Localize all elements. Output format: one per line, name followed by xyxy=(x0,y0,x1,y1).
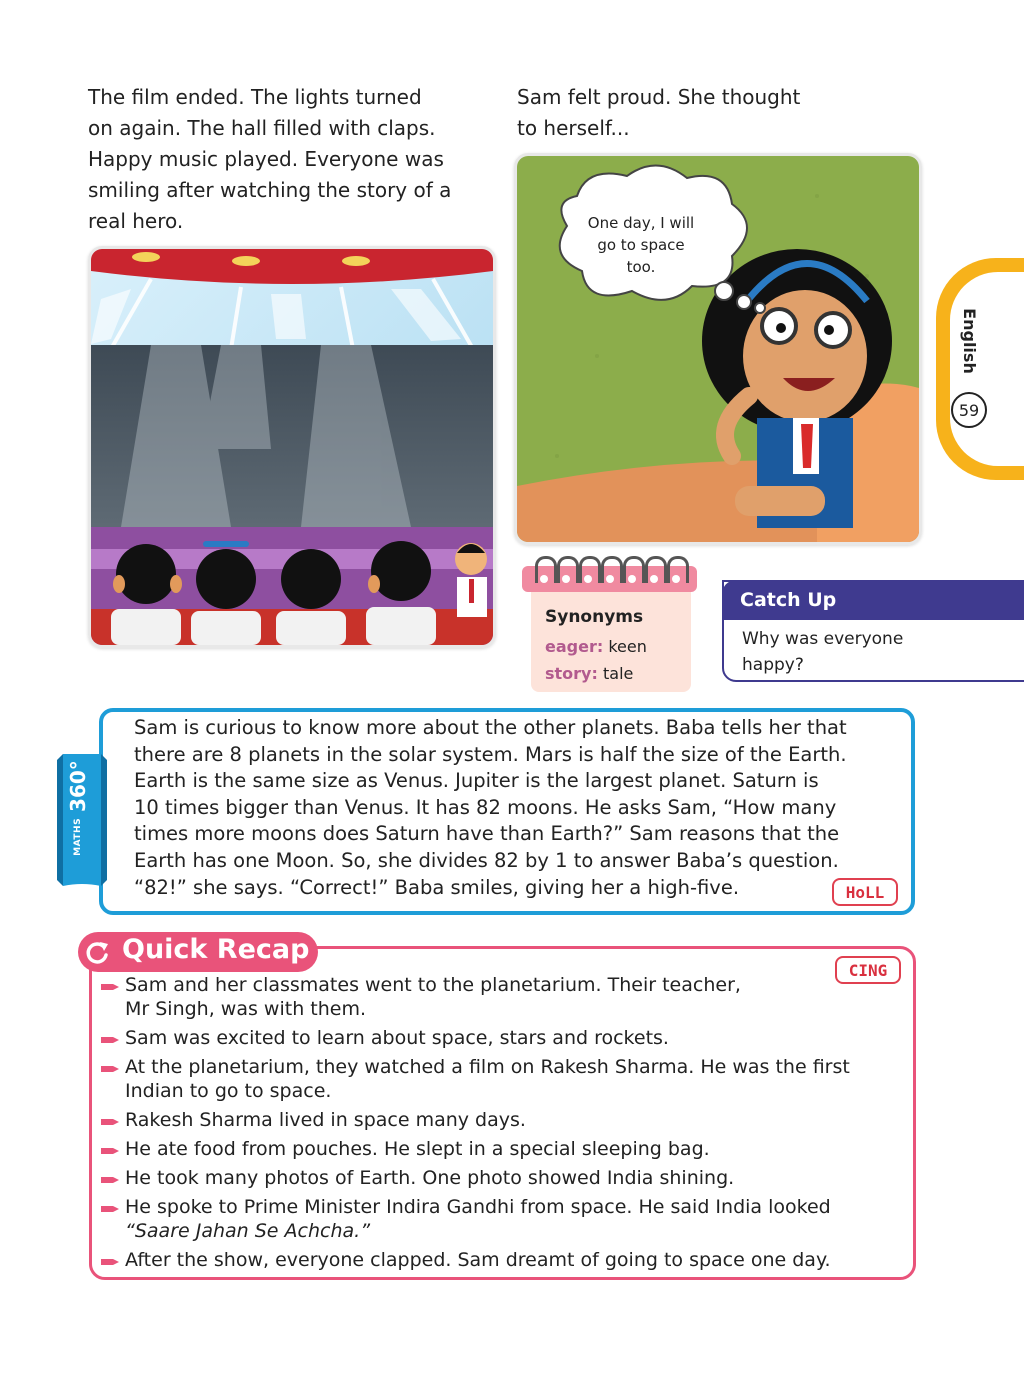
catch-up-title: Catch Up xyxy=(740,589,837,611)
text-line: Sam is curious to know more about the other planets. Baba tells her that xyxy=(134,716,847,739)
badge-360: 360° xyxy=(66,760,90,812)
recap-item xyxy=(125,1137,710,1161)
ring-hole xyxy=(584,575,592,583)
text-line: Earth has one Moon. So, she divides 82 by 1 to answer Baba’s question. xyxy=(134,848,839,872)
text-line: Why was everyone xyxy=(742,629,904,649)
recap-item xyxy=(125,1166,734,1190)
planetarium-scene xyxy=(91,249,493,645)
text-line: “82!” she says. “Correct!” Baba smiles, giving her a high-five. xyxy=(134,875,740,899)
recap-item xyxy=(125,1108,526,1132)
pencil-bullet-icon xyxy=(101,1202,119,1216)
text-line: too. xyxy=(626,258,656,276)
pencil-bullet-icon xyxy=(101,1033,119,1047)
story-left-paragraph xyxy=(88,82,451,237)
text-line: He took many photos of Earth. One photo showed India shining. xyxy=(125,1167,735,1189)
text-line: Rakesh Sharma lived in space many days. xyxy=(125,1109,526,1131)
text-line: go to space xyxy=(597,236,685,254)
pencil-bullet-icon xyxy=(101,1173,119,1187)
pencil-bullet-icon xyxy=(101,1062,119,1076)
synonym-word: story: xyxy=(545,664,598,683)
cing-stamp: CING xyxy=(835,956,901,984)
text-line: on again. The hall filled with claps. xyxy=(88,116,436,140)
maths-360-paragraph xyxy=(134,715,847,901)
text-line: Sam and her classmates went to the planetarium. Their teacher, xyxy=(125,974,741,996)
text-line: smiling after watching the story of a xyxy=(88,178,452,202)
synonym-word: eager: xyxy=(545,637,604,656)
synonym-meaning: tale xyxy=(602,664,634,683)
text-line: “Saare Jahan Se Achcha.” xyxy=(125,1220,371,1242)
text-line: times more moons does Saturn have than Earth?” Sam reasons that the xyxy=(134,822,840,846)
planetarium-illustration xyxy=(88,246,496,648)
synonym-meaning: keen xyxy=(608,637,647,656)
text-line: Sam was excited to learn about space, stars and rockets. xyxy=(125,1027,669,1049)
text-line: happy? xyxy=(742,655,804,675)
text-line: He ate food from pouches. He slept in a special sleeping bag. xyxy=(125,1138,710,1160)
page-number: 59 xyxy=(951,392,987,428)
subject-label: English xyxy=(960,308,980,374)
synonym-entry xyxy=(545,664,633,683)
quick-recap-title: Quick Recap xyxy=(122,934,310,965)
recap-item xyxy=(125,1026,669,1050)
synonyms-title: Synonyms xyxy=(545,607,644,627)
catch-up-question xyxy=(742,626,903,678)
ring-hole xyxy=(650,575,658,583)
text-line: At the planetarium, they watched a film on Rakesh Sharma. He was the first xyxy=(125,1056,850,1078)
pencil-bullet-icon xyxy=(101,1255,119,1269)
text-line: 10 times bigger than Venus. It has 82 moons. He asks Sam, “How many xyxy=(134,795,837,819)
recap-item xyxy=(125,1248,831,1272)
story-right-paragraph xyxy=(517,82,800,144)
text-line: Happy music played. Everyone was xyxy=(88,147,444,171)
recap-item xyxy=(125,1195,831,1243)
recap-item xyxy=(125,973,741,1021)
text-line: there are 8 planets in the solar system. Mars is half the size of the Earth. xyxy=(134,742,847,766)
pencil-bullet-icon xyxy=(101,980,119,994)
text-line: real hero. xyxy=(88,209,184,233)
ring-hole xyxy=(562,575,570,583)
recap-item xyxy=(125,1055,850,1103)
pencil-bullet-icon xyxy=(101,1144,119,1158)
text-line: Indian to go to space. xyxy=(125,1080,332,1102)
ring-hole xyxy=(672,575,680,583)
pencil-bullet-icon xyxy=(101,1115,119,1129)
text-line: to herself... xyxy=(517,116,630,140)
text-line: Sam felt proud. She thought xyxy=(517,85,801,109)
text-line: The film ended. The lights turned xyxy=(88,85,422,109)
thought-bubble-text xyxy=(568,212,714,278)
text-line: Mr Singh, was with them. xyxy=(125,998,367,1020)
text-line: One day, I will xyxy=(587,214,695,232)
holl-stamp: HoLL xyxy=(832,878,898,906)
text-line: Earth is the same size as Venus. Jupiter is the largest planet. Saturn is xyxy=(134,769,819,793)
maths-360-badge xyxy=(58,760,98,856)
synonym-entry xyxy=(545,637,647,656)
text-line: He spoke to Prime Minister Indira Gandhi from space. He said India looked xyxy=(125,1196,831,1218)
ring-hole xyxy=(628,575,636,583)
text-line: After the show, everyone clapped. Sam dreamt of going to space one day. xyxy=(125,1249,831,1271)
ring-hole xyxy=(540,575,548,583)
recap-refresh-icon xyxy=(82,938,112,968)
ring-hole xyxy=(606,575,614,583)
badge-subject: MATHS xyxy=(73,817,83,856)
